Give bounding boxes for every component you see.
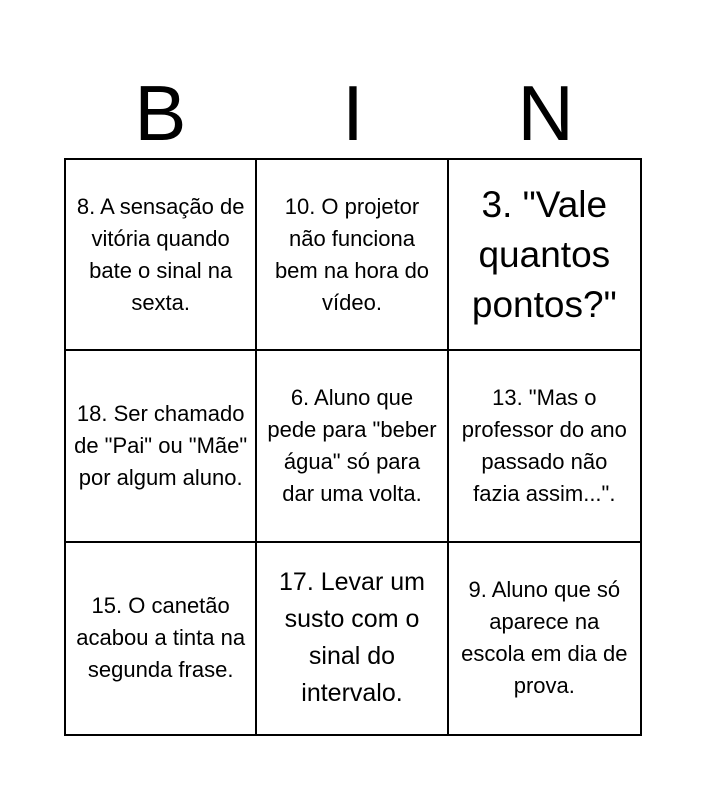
header-letter-b: B [134,69,187,157]
bingo-cell[interactable] [449,160,640,351]
bingo-cell-text: 6. Aluno que pede para "beber água" só para dar uma volta. [267,384,437,506]
bingo-cell[interactable] [449,543,640,734]
bingo-cell-text: 10. O projetor não funciona bem na hora do vídeo. [274,193,430,315]
bingo-cell-text: 18. Ser chamado de "Pai" ou "Mãe" por algum aluno. [74,400,248,490]
bingo-cell-text: 8. A sensação de vitória quando bate o sinal na sexta. [76,193,245,315]
bingo-board [64,158,642,736]
bingo-cell[interactable] [66,351,257,542]
bingo-cell[interactable] [257,160,448,351]
bingo-cell[interactable] [66,543,257,734]
bingo-cell[interactable] [449,351,640,542]
bingo-cell-text: 13. "Mas o professor do ano passado não fazia assim...". [461,384,627,506]
bingo-cell-text: 15. O canetão acabou a tinta na segunda frase. [76,593,246,683]
bingo-cell-text: 3. "Vale quantos pontos?" [471,183,617,325]
bingo-cell[interactable] [257,351,448,542]
header-letter-n: N [517,69,574,157]
bingo-cell[interactable] [257,543,448,734]
header-letter-i: I [342,69,364,157]
bingo-header [64,68,642,158]
bingo-cell-text: 9. Aluno que só aparece na escola em dia de prova. [461,577,628,699]
bingo-cell[interactable] [66,160,257,351]
bingo-cell-text: 17. Levar um susto com o sinal do intervalo. [279,568,425,708]
